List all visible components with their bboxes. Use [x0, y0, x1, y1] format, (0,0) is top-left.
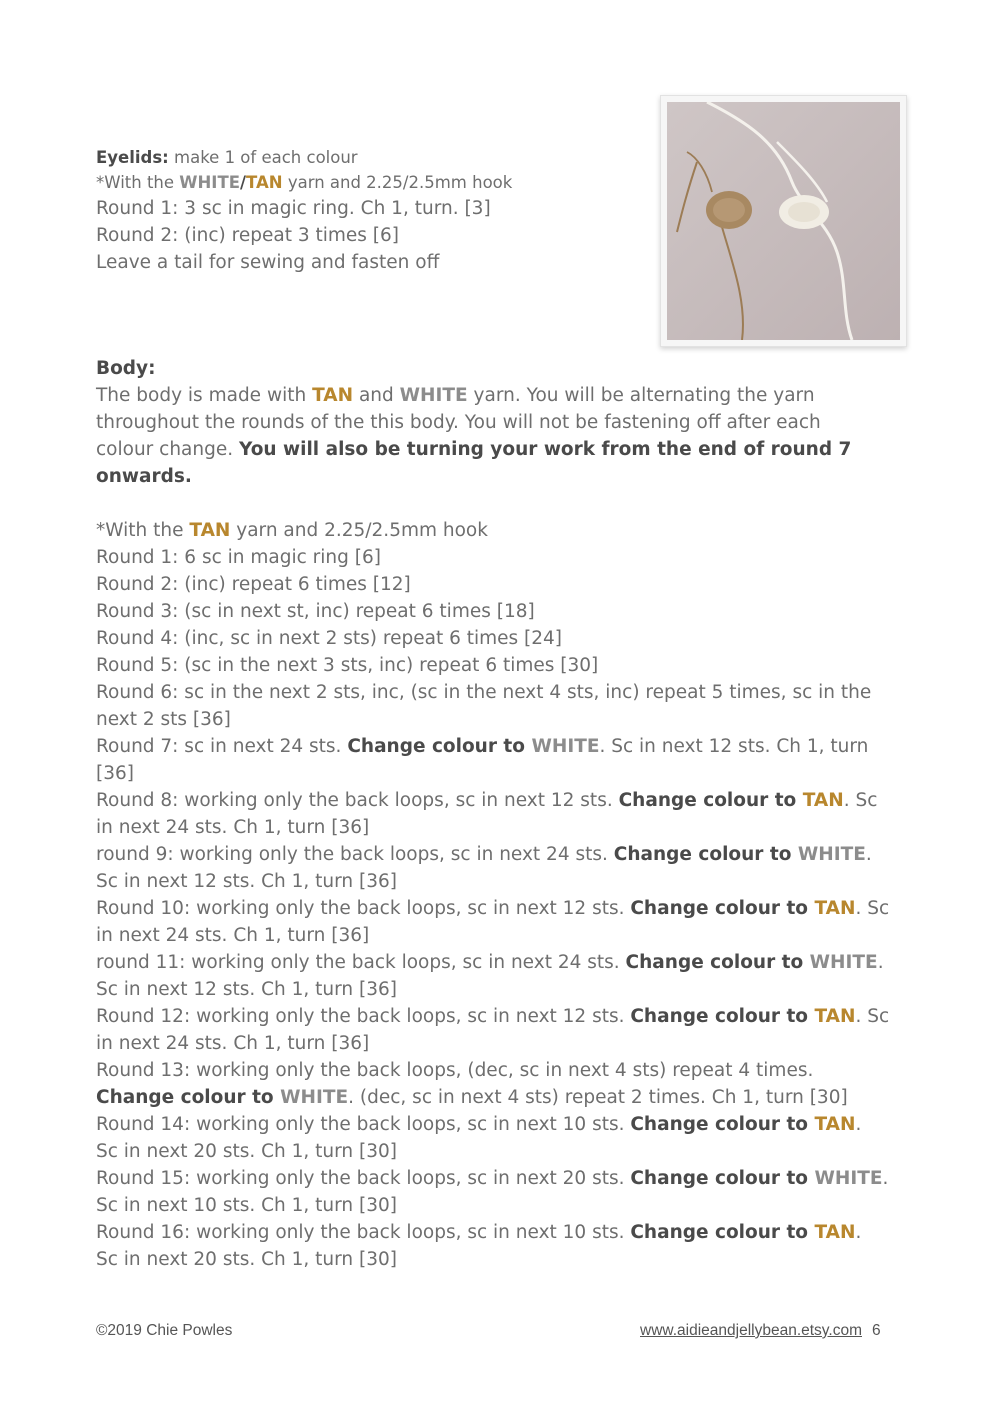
round-15-line-2: Sc in next 10 sts. Ch 1, turn [30]: [96, 1195, 398, 1216]
eyelids-round-2: Round 2: (inc) repeat 3 times [6]: [96, 225, 400, 246]
round-text: . (dec, sc in next 4 sts) repeat 2 times. Ch 1, turn [30]: [348, 1087, 848, 1108]
round-12-line-2: in next 24 sts. Ch 1, turn [36]: [96, 1033, 370, 1054]
footer-copyright: ©2019 Chie Powles: [96, 1322, 233, 1339]
round-11-line-1: [96, 949, 889, 976]
intro-text: yarn. You will be alternating the yarn: [467, 385, 815, 406]
page-number: 6: [872, 1322, 881, 1339]
eyelids-heading-line: [96, 145, 512, 170]
change-colour-label: Change colour to: [630, 1222, 809, 1243]
round-9-line-2: Sc in next 12 sts. Ch 1, turn [36]: [96, 871, 398, 892]
yarn-tan-label: TAN: [246, 173, 283, 192]
colour-white: WHITE: [280, 1087, 349, 1108]
round-text: .: [865, 844, 872, 865]
round-text: Round 15: working only the back loops, sc in next 20 sts.: [96, 1168, 631, 1189]
eyelids-with-prefix: *With the: [96, 173, 180, 192]
round-3: Round 3: (sc in next st, inc) repeat 6 times [18]: [96, 601, 535, 622]
round-4: Round 4: (inc, sc in next 2 sts) repeat 6 times [24]: [96, 628, 563, 649]
body-intro-line-4: [96, 463, 889, 490]
colour-white: WHITE: [809, 952, 878, 973]
etsy-shop-link[interactable]: www.aidieandjellybean.etsy.com: [640, 1322, 862, 1339]
round-15-line-1: [96, 1165, 889, 1192]
colour-tan: TAN: [814, 1114, 856, 1135]
round-10-line-2: in next 24 sts. Ch 1, turn [36]: [96, 925, 370, 946]
blank-line: [96, 490, 889, 517]
round-text: Round 7: sc in next 24 sts.: [96, 736, 348, 757]
eyelids-section: [96, 145, 512, 276]
round-13-line-2: [96, 1084, 889, 1111]
intro-text: colour change.: [96, 439, 240, 460]
round-6-line-2: next 2 sts [36]: [96, 709, 231, 730]
yarn-slash: /: [239, 173, 247, 192]
round-text: .: [855, 1114, 862, 1135]
round-7-line-2: [36]: [96, 763, 134, 784]
round-text: Round 10: working only the back loops, sc in next 12 sts.: [96, 898, 631, 919]
round-text: Round 16: working only the back loops, sc in next 10 sts.: [96, 1222, 631, 1243]
round-13-line-1: Round 13: working only the back loops, (dec, sc in next 4 sts) repeat 4 times.: [96, 1060, 814, 1081]
change-colour-label: Change colour to: [618, 790, 797, 811]
body-section: [96, 355, 889, 1273]
round-text: . Sc: [843, 790, 878, 811]
round-text: Round 8: working only the back loops, sc in next 12 sts.: [96, 790, 619, 811]
colour-white: WHITE: [797, 844, 866, 865]
round-text: Round 12: working only the back loops, sc in next 12 sts.: [96, 1006, 631, 1027]
eyelids-yarn-line: [96, 170, 512, 195]
yarn-white-label: WHITE: [179, 173, 240, 192]
yarn-tan-label: TAN: [312, 385, 354, 406]
colour-tan: TAN: [802, 790, 844, 811]
body-intro-line-2: throughout the rounds of the this body. You will not be fastening off after each: [96, 412, 821, 433]
round-2: Round 2: (inc) repeat 6 times [12]: [96, 574, 411, 595]
round-8-line-2: in next 24 sts. Ch 1, turn [36]: [96, 817, 370, 838]
round-8-line-1: [96, 787, 889, 814]
change-colour-label: Change colour to: [630, 1168, 809, 1189]
round-14-line-2: Sc in next 20 sts. Ch 1, turn [30]: [96, 1141, 398, 1162]
change-colour-label: Change colour to: [347, 736, 525, 757]
intro-text: The body is made with: [96, 385, 313, 406]
round-text: Round 14: working only the back loops, sc in next 10 sts.: [96, 1114, 631, 1135]
round-12-line-1: [96, 1003, 889, 1030]
round-9-line-1: [96, 841, 889, 868]
body-intro-line-3: [96, 436, 889, 463]
intro-bold-note: You will also be turning your work from the end of round 7: [239, 439, 852, 460]
with-suffix: yarn and 2.25/2.5mm hook: [230, 520, 488, 541]
round-1: Round 1: 6 sc in magic ring [6]: [96, 547, 381, 568]
round-text: .: [855, 1222, 862, 1243]
round-7-line-1: [96, 733, 889, 760]
round-text: . Sc in next 12 sts. Ch 1, turn: [599, 736, 869, 757]
change-colour-label: Change colour to: [625, 952, 804, 973]
round-text: . Sc: [855, 898, 890, 919]
colour-white: WHITE: [531, 736, 600, 757]
eyelids-heading: Eyelids:: [96, 148, 169, 167]
round-text: round 11: working only the back loops, sc in next 24 sts.: [96, 952, 626, 973]
colour-tan: TAN: [814, 898, 856, 919]
round-16-line-2: Sc in next 20 sts. Ch 1, turn [30]: [96, 1249, 398, 1270]
change-colour-label: Change colour to: [630, 898, 809, 919]
change-colour-label: Change colour to: [613, 844, 792, 865]
eyelids-round-1: Round 1: 3 sc in magic ring. Ch 1, turn. [3]: [96, 198, 491, 219]
round-16-line-1: [96, 1219, 889, 1246]
colour-tan: TAN: [814, 1006, 856, 1027]
change-colour-label: Change colour to: [630, 1114, 809, 1135]
colour-tan: TAN: [814, 1222, 856, 1243]
round-11-line-2: Sc in next 12 sts. Ch 1, turn [36]: [96, 979, 398, 1000]
colour-white: WHITE: [814, 1168, 883, 1189]
intro-text: and: [353, 385, 400, 406]
round-text: .: [877, 952, 884, 973]
eyelids-photo: [660, 95, 907, 347]
intro-bold-note: onwards.: [96, 466, 192, 487]
eyelids-photo-image: [667, 102, 900, 340]
footer-right: [640, 1322, 881, 1340]
body-heading: Body:: [96, 358, 156, 379]
body-yarn-line: [96, 517, 889, 544]
round-text: . Sc: [855, 1006, 890, 1027]
eyelids-subtitle: make 1 of each colour: [174, 148, 358, 167]
eyelids-with-suffix: yarn and 2.25/2.5mm hook: [282, 173, 513, 192]
change-colour-label: Change colour to: [630, 1006, 809, 1027]
round-6-line-1: Round 6: sc in the next 2 sts, inc, (sc in the next 4 sts, inc) repeat 5 times, sc in the: [96, 682, 872, 703]
yarn-tan-label: TAN: [189, 520, 231, 541]
round-5: Round 5: (sc in the next 3 sts, inc) repeat 6 times [30]: [96, 655, 599, 676]
yarn-white-label: WHITE: [399, 385, 468, 406]
round-14-line-1: [96, 1111, 889, 1138]
round-text: .: [882, 1168, 889, 1189]
round-10-line-1: [96, 895, 889, 922]
body-intro-line-1: [96, 382, 889, 409]
with-prefix: *With the: [96, 520, 190, 541]
eyelids-fasten-off: Leave a tail for sewing and fasten off: [96, 252, 440, 273]
round-text: round 9: working only the back loops, sc in next 24 sts.: [96, 844, 614, 865]
change-colour-label: Change colour to: [96, 1087, 274, 1108]
